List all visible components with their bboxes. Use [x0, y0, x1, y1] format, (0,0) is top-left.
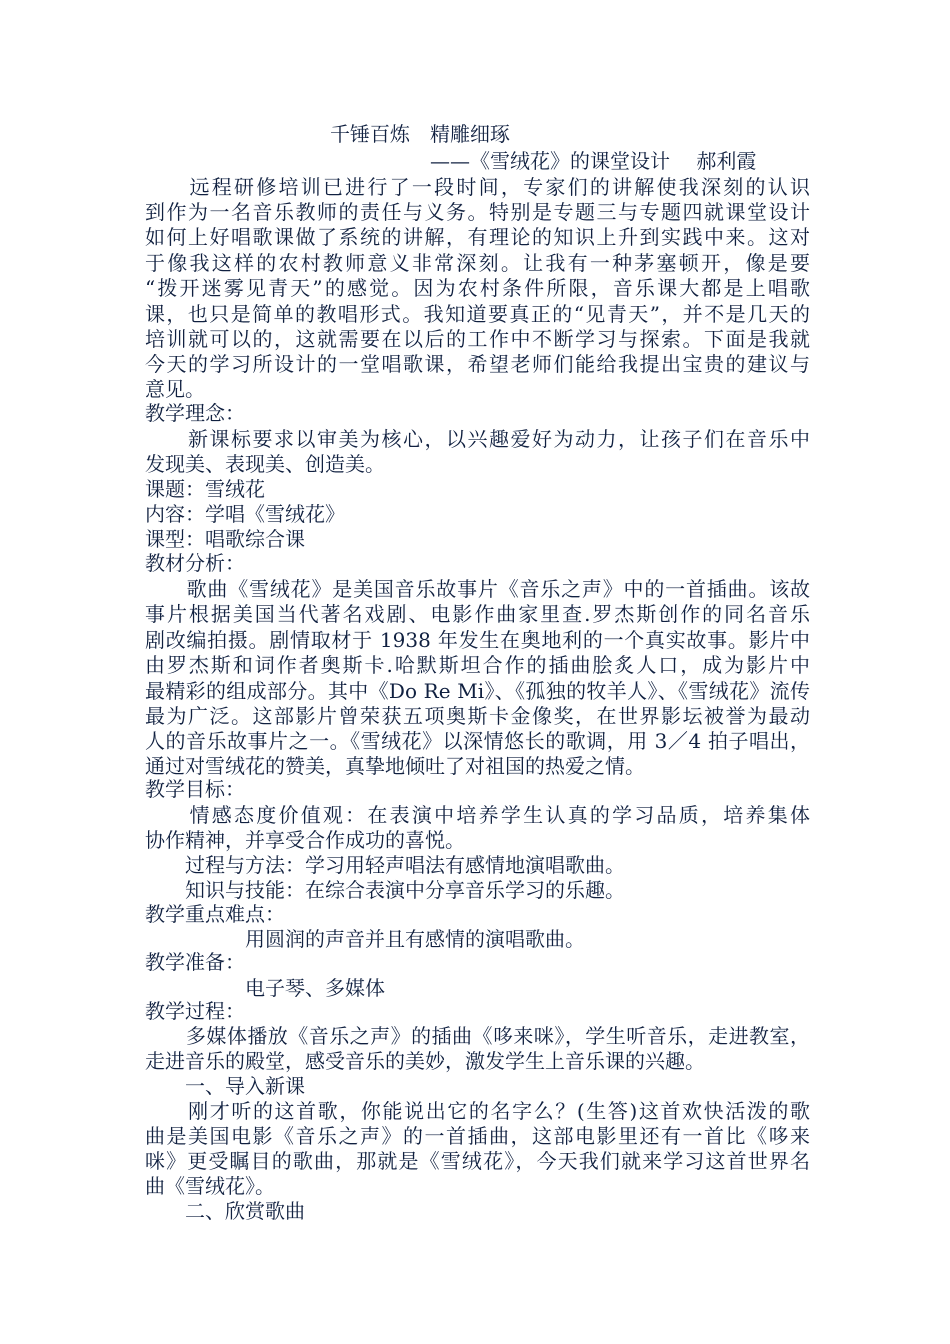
paragraph-line: 协作精神，并享受合作成功的喜悦。	[145, 828, 465, 852]
section-heading-process: 教学过程：	[145, 999, 245, 1023]
paragraph-line: 剧改编拍摄。剧情取材于 1938 年发生在奥地利的一个真实故事。影片中	[145, 628, 810, 652]
paragraph-line: 于像我这样的农村教师意义非常深刻。让我有一种茅塞顿开，像是要	[145, 251, 810, 275]
paragraph-line: 走进音乐的殿堂，感受音乐的美妙，激发学生上音乐课的兴趣。	[145, 1049, 705, 1073]
paragraph-line: 曲《雪绒花》。	[145, 1174, 275, 1198]
type-line: 课型：唱歌综合课	[145, 527, 305, 551]
paragraph-line: 一、导入新课	[145, 1074, 305, 1098]
paragraph-line: 用圆润的声音并且有感情的演唱歌曲。	[145, 927, 585, 951]
paragraph-line: 情感态度价值观：在表演中培养学生认真的学习品质，培养集体	[145, 803, 810, 827]
section-heading-concept: 教学理念：	[145, 401, 245, 425]
paragraph-line: 歌曲《雪绒花》是美国音乐故事片《音乐之声》中的一首插曲。该故	[145, 577, 810, 601]
paragraph-line: 由罗杰斯和词作者奥斯卡.哈默斯坦合作的插曲脍炙人口，成为影片中	[145, 653, 810, 677]
paragraph-line: 意见。	[145, 377, 205, 401]
paragraph-line: 过程与方法：学习用轻声唱法有感情地演唱歌曲。	[145, 853, 625, 877]
paragraph-line: 事片根据美国当代著名戏剧、电影作曲家里查.罗杰斯创作的同名音乐	[145, 602, 810, 626]
section-heading-key: 教学重点难点：	[145, 902, 285, 926]
paragraph-line: 今天的学习所设计的一堂唱歌课，希望老师们能给我提出宝贵的建议与	[145, 352, 810, 376]
paragraph-line: 发现美、表现美、创造美。	[145, 452, 385, 476]
section-heading-prep: 教学准备：	[145, 950, 245, 974]
paragraph-line: 二、欣赏歌曲	[145, 1199, 305, 1223]
paragraph-line: 如何上好唱歌课做了系统的讲解，有理论的知识上升到实践中来。这对	[145, 225, 810, 249]
paragraph-line: “拨开迷雾见青天”的感觉。因为农村条件所限，音乐课大都是上唱歌	[145, 276, 810, 300]
content-line: 内容：学唱《雪绒花》	[145, 502, 345, 526]
paragraph-line: 刚才听的这首歌，你能说出它的名字么？(生答)这首欢快活泼的歌	[145, 1099, 810, 1123]
paragraph-line: 电子琴、多媒体	[145, 976, 385, 1000]
section-heading-goals: 教学目标：	[145, 777, 245, 801]
paragraph-line: 人的音乐故事片之一。《雪绒花》以深情悠长的歌调，用 3／4 拍子唱出，	[145, 729, 810, 753]
paragraph-line: 课，也只是简单的教唱形式。我知道要真正的“见青天”，并不是几天的	[145, 302, 810, 326]
doc-title: 千锤百炼 精雕细琢	[330, 122, 510, 146]
paragraph-line: 培训就可以的，这就需要在以后的工作中不断学习与探索。下面是我就	[145, 327, 810, 351]
paragraph-line: 咪》更受瞩目的歌曲，那就是《雪绒花》，今天我们就来学习这首世界名	[145, 1149, 810, 1173]
paragraph-line: 知识与技能：在综合表演中分享音乐学习的乐趣。	[145, 878, 625, 902]
doc-subtitle: ——《雪绒花》的课堂设计 郝利霞	[430, 149, 757, 173]
paragraph-line: 到作为一名音乐教师的责任与义务。特别是专题三与专题四就课堂设计	[145, 200, 810, 224]
paragraph-line: 最为广泛。这部影片曾荣获五项奥斯卡金像奖，在世界影坛被誉为最动	[145, 704, 810, 728]
paragraph-line: 多媒体播放《音乐之声》的插曲《哆来咪》，学生听音乐，走进教室，	[145, 1024, 810, 1048]
paragraph-line: 曲是美国电影《音乐之声》的一首插曲，这部电影里还有一首比《哆来	[145, 1124, 810, 1148]
section-heading-analysis: 教材分析：	[145, 551, 245, 575]
topic-line: 课题：雪绒花	[145, 477, 265, 501]
paragraph-line: 通过对雪绒花的赞美，真挚地倾吐了对祖国的热爱之情。	[145, 754, 645, 778]
paragraph-line: 远程研修培训已进行了一段时间，专家们的讲解使我深刻的认识	[145, 175, 810, 199]
paragraph-line: 新课标要求以审美为核心，以兴趣爱好为动力，让孩子们在音乐中	[145, 427, 810, 451]
paragraph-line: 最精彩的组成部分。其中《Do Re Mi》、《孤独的牧羊人》、《雪绒花》流传	[145, 679, 810, 703]
